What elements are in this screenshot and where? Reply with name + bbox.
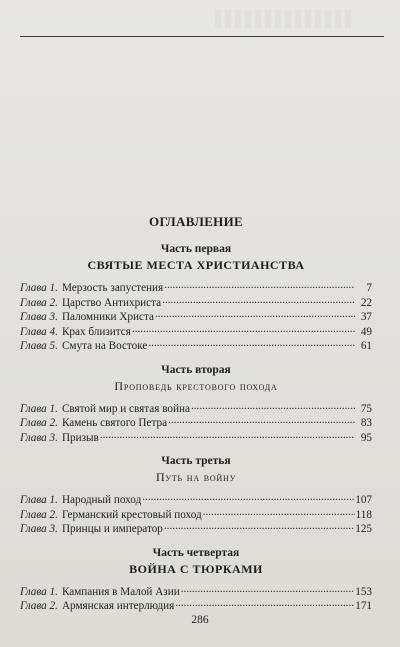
toc-entry[interactable] (20, 339, 372, 354)
chapter-prefix: Глава 4. (20, 325, 58, 338)
page-number: 153 (355, 585, 372, 598)
chapter-prefix: Глава 1. (20, 402, 58, 415)
part-title: СВЯТЫЕ МЕСТА ХРИСТИАНСТВА (87, 258, 305, 272)
toc-entry[interactable] (20, 585, 372, 600)
chapter-prefix: Глава 3. (20, 431, 58, 444)
chapter-title: Армянская интерлюдия (61, 600, 175, 612)
toc-entry[interactable] (20, 599, 372, 614)
toc-part (20, 547, 372, 614)
page-number: 107 (355, 494, 372, 506)
chapter-title: Германский крестовый поход (61, 508, 202, 521)
chapter-prefix: Глава 1. (20, 282, 58, 294)
toc-heading: ОГЛАВЛЕНИЕ (149, 214, 243, 229)
page-number: 22 (360, 296, 372, 309)
chapter-prefix: Глава 1. (20, 494, 58, 506)
dot-leader (203, 508, 355, 518)
chapter-prefix: Глава 3. (20, 523, 58, 535)
part-label: Часть первая (160, 243, 232, 255)
dot-leader (142, 493, 354, 503)
dot-leader (164, 522, 354, 532)
chapter-title: Принцы и император (61, 523, 163, 535)
dot-leader (100, 431, 355, 441)
dot-leader (155, 310, 355, 320)
toc-entry[interactable] (20, 310, 372, 325)
chapter-prefix: Глава 3. (20, 311, 58, 323)
page-number: 37 (360, 311, 372, 323)
toc-part (20, 455, 372, 537)
chapter-title: Камень святого Петра (61, 417, 168, 429)
toc-entry[interactable] (20, 281, 372, 296)
toc-entry[interactable] (20, 402, 372, 417)
chapter-title: Смута на Востоке (61, 340, 148, 352)
chapter-prefix: Глава 2. (20, 417, 58, 429)
dot-leader (164, 281, 355, 291)
chapter-prefix: Глава 2. (20, 296, 58, 309)
chapter-prefix: Глава 2. (20, 508, 58, 521)
part-title: Путь на войну (155, 470, 237, 484)
toc-part (20, 243, 372, 354)
page-number: 49 (360, 325, 372, 338)
dot-leader (132, 325, 355, 335)
toc-entry[interactable] (20, 522, 372, 537)
toc-entry[interactable] (20, 493, 372, 508)
dot-leader (175, 599, 354, 609)
part-label: Часть третья (161, 455, 231, 467)
chapter-title: Мерзость запустения (61, 282, 164, 294)
dot-leader (148, 339, 355, 349)
table-of-contents (20, 214, 372, 624)
toc-entry[interactable] (20, 508, 372, 523)
dot-leader (181, 585, 355, 595)
chapter-title: Паломники Христа (61, 311, 154, 323)
dot-leader (168, 416, 355, 426)
bleed-through-text (215, 10, 355, 28)
dot-leader (191, 402, 355, 412)
chapter-title: Кампания в Малой Азии (61, 585, 180, 598)
page-number: 118 (355, 508, 372, 521)
toc-entry[interactable] (20, 296, 372, 311)
page-number: 75 (360, 402, 372, 415)
top-rule (20, 36, 384, 37)
dot-leader (162, 296, 355, 306)
chapter-title: Царство Антихриста (61, 296, 162, 309)
chapter-prefix: Глава 1. (20, 585, 58, 598)
page-number: 125 (355, 523, 372, 535)
toc-entry[interactable] (20, 416, 372, 431)
chapter-prefix: Глава 2. (20, 600, 58, 612)
page-folio: 286 (191, 614, 209, 626)
page-number: 7 (366, 282, 372, 294)
page-number: 171 (355, 600, 372, 612)
page-number: 95 (360, 431, 372, 444)
chapter-title: Крах близится (61, 325, 131, 338)
page-number: 61 (360, 340, 372, 352)
chapter-title: Народный поход (61, 494, 142, 506)
part-title: Проповедь крестового похода (114, 378, 278, 393)
part-label: Часть четвертая (152, 546, 240, 559)
part-label: Часть вторая (161, 363, 231, 376)
page-number: 83 (360, 417, 372, 429)
chapter-title: Призыв (61, 431, 99, 444)
part-title: ВОЙНА С ТЮРКАМИ (129, 561, 263, 576)
chapter-prefix: Глава 5. (20, 340, 58, 352)
toc-entry[interactable] (20, 325, 372, 340)
toc-part (20, 364, 372, 446)
chapter-title: Святой мир и святая война (61, 402, 190, 415)
toc-entry[interactable] (20, 431, 372, 446)
